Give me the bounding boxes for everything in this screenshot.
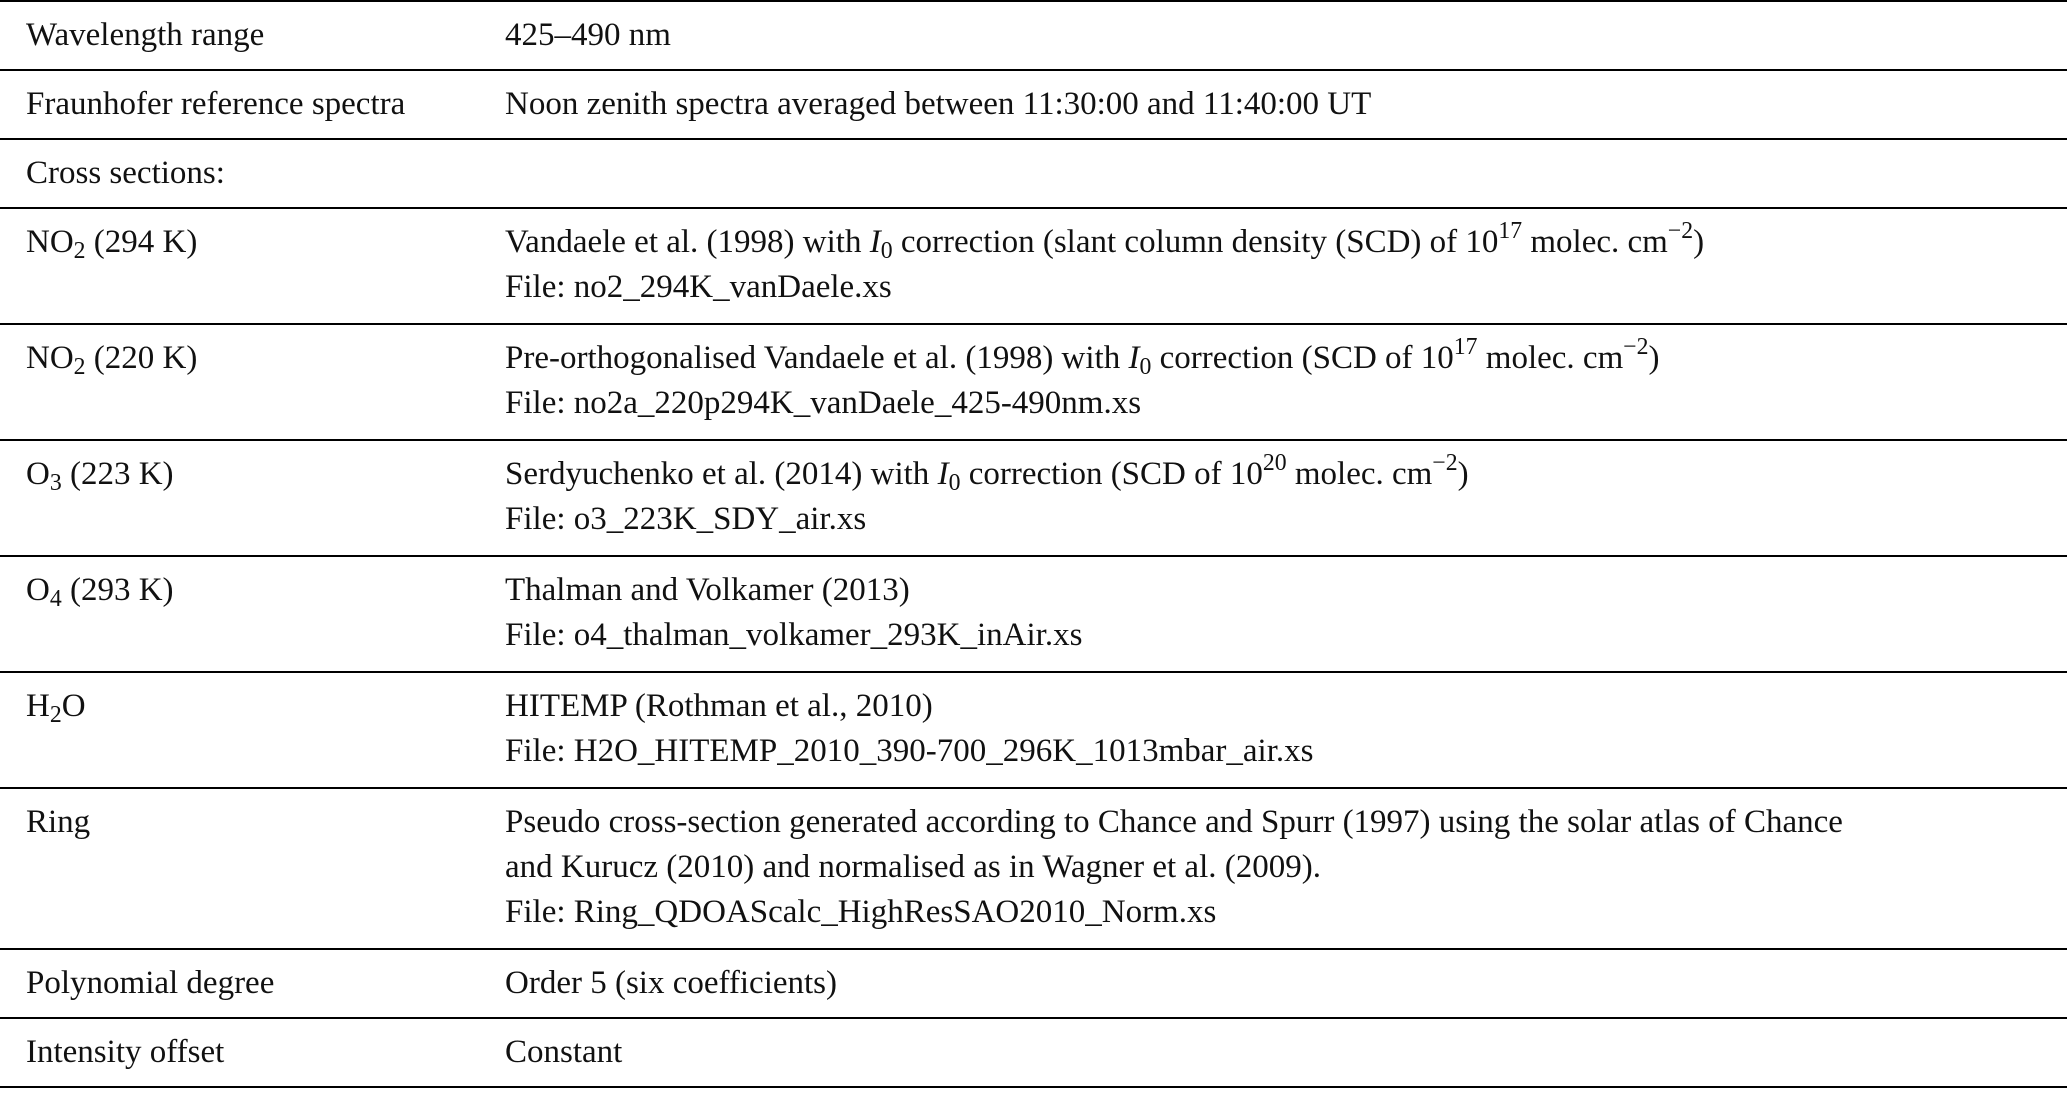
description-line: Serdyuchenko et al. (2014) with $I_0$ correction (SCD of $10^{20}$ molec. $cm^{-2}$) (505, 449, 1469, 496)
parameter-cell: $O_3$ (223 K) (26, 456, 174, 496)
parameter-cell: Intensity offset (26, 1034, 225, 1070)
file-line: File: no2_294K_vanDaele.xs (505, 269, 892, 305)
parameter-cell: Wavelength range (26, 17, 265, 53)
value-cell: Noon zenith spectra averaged between 11:30:00 and 11:40:00 UT (505, 86, 1372, 122)
table-row (0, 673, 2067, 789)
description-line: HITEMP (Rothman et al., 2010) (505, 688, 933, 724)
parameter-cell: Fraunhofer reference spectra (26, 86, 406, 122)
description-line: and Kurucz (2010) and normalised as in Wagner et al. (2009). (505, 849, 1321, 885)
table-row (0, 950, 2067, 1019)
file-line: File: Ring_QDOAScalc_HighResSAO2010_Norm.xs (505, 894, 1217, 930)
table-row (0, 71, 2067, 140)
table-row (0, 209, 2067, 325)
table-row (0, 140, 2067, 209)
value-cell (480, 441, 2067, 555)
parameter-cell: $NO_2$ (294 K) (26, 224, 198, 264)
description-line: Thalman and Volkamer (2013) (505, 572, 910, 608)
empty-cell (480, 140, 2067, 207)
file-line: File: no2a_220p294K_vanDaele_425-490nm.xs (505, 385, 1142, 421)
description-line: Vandaele et al. (1998) with $I_0$ correction (slant column density (SCD) of $10^{17}$ molec. $cm^{-2}$) (505, 217, 1705, 264)
parameter-cell: $H_2O$ (26, 688, 86, 728)
file-line: File: o3_223K_SDY_air.xs (505, 501, 867, 537)
value-cell: Order 5 (six coefficients) (505, 965, 838, 1001)
table-row (0, 441, 2067, 557)
section-heading-cell: Cross sections: (26, 155, 225, 191)
table-row (0, 325, 2067, 441)
description-line: Pre-orthogonalised Vandaele et al. (1998) with $I_0$ correction (SCD of $10^{17}$ molec. $cm^{-2}$) (505, 333, 1660, 380)
table-row (0, 557, 2067, 673)
file-line: File: o4_thalman_volkamer_293K_inAir.xs (505, 617, 1083, 653)
parameter-cell: Polynomial degree (26, 965, 275, 1001)
file-line: File: H2O_HITEMP_2010_390-700_296K_1013mbar_air.xs (505, 733, 1314, 769)
value-cell (480, 325, 2067, 439)
table-row (0, 2, 2067, 71)
table-row (0, 789, 2067, 950)
value-cell: Constant (505, 1034, 623, 1070)
parameter-cell: $NO_2$ (220 K) (26, 340, 198, 380)
value-cell (480, 209, 2067, 323)
value-cell (480, 673, 2067, 787)
table-row (0, 1019, 2067, 1088)
parameter-cell: Ring (26, 804, 91, 840)
value-cell (480, 789, 2067, 948)
parameter-cell: $O_4$ (293 K) (26, 572, 174, 612)
value-cell (480, 557, 2067, 671)
description-line: Pseudo cross-section generated according to Chance and Spurr (1997) using the solar atlas of Chance (505, 804, 1843, 840)
value-cell: 425–490 nm (505, 17, 671, 53)
